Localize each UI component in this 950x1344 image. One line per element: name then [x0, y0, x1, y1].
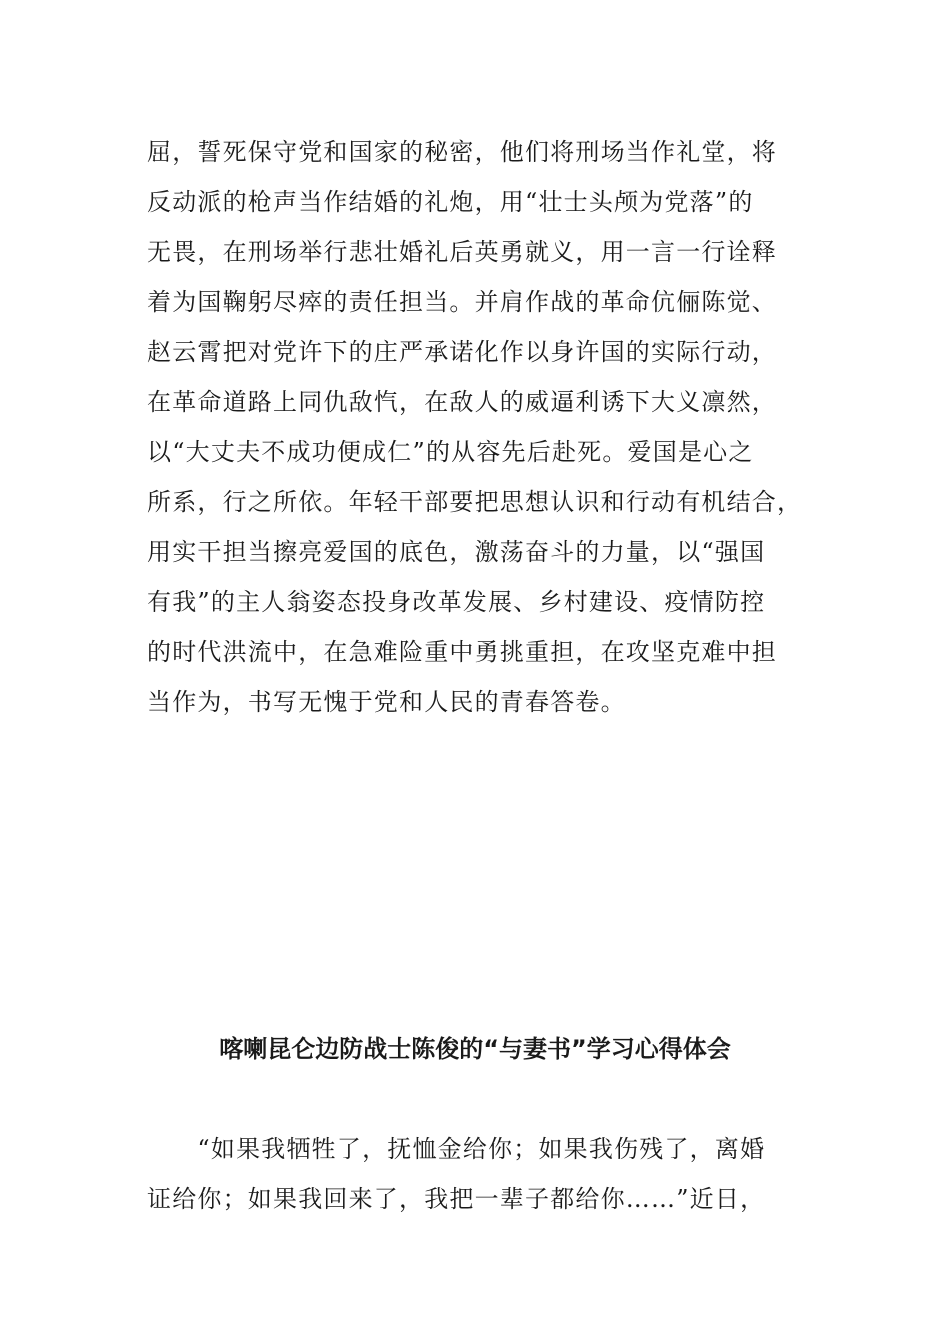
paragraph-line: 的时代洪流中，在急难险重中勇挑重担，在攻坚克难中担 [147, 638, 777, 666]
paragraph-line: 着为国鞠躬尽瘁的责任担当。并肩作战的革命伉俪陈觉、 [147, 288, 777, 316]
section-title: 喀喇昆仑边防战士陈俊的“与妻书”学习心得体会 [219, 1035, 731, 1063]
paragraph-line: 所系，行之所依。年轻干部要把思想认识和行动有机结合， [147, 488, 803, 516]
paragraph-line: 当作为，书写无愧于党和人民的青春答卷。 [147, 688, 626, 716]
paragraph-line: 反动派的枪声当作结婚的礼炮，用“壮士头颅为党落”的 [147, 188, 754, 216]
paragraph-line: 证给你；如果我回来了，我把一辈子都给你……”近日， [147, 1185, 766, 1213]
paragraph-line: 无畏，在刑场举行悲壮婚礼后英勇就义，用一言一行诠释 [147, 238, 777, 266]
paragraph-line: 赵云霄把对党许下的庄严承诺化作以身许国的实际行动， [147, 338, 777, 366]
paragraph-line: 用实干担当擦亮爱国的底色，激荡奋斗的力量，以“强国 [147, 538, 766, 566]
paragraph-line: “如果我牺牲了，抚恤金给你；如果我伤残了，离婚 [147, 1135, 766, 1163]
paragraph-line: 有我”的主人翁姿态投身改革发展、乡村建设、疫情防控 [147, 588, 766, 616]
paragraph-line: 在革命道路上同仇敌忾，在敌人的威逼利诱下大义凛然， [147, 388, 777, 416]
paragraph-line: 以“大丈夫不成功便成仁”的从容先后赴死。爱国是心之 [147, 438, 754, 466]
paragraph-line: 屈，誓死保守党和国家的秘密，他们将刑场当作礼堂，将 [147, 138, 777, 166]
